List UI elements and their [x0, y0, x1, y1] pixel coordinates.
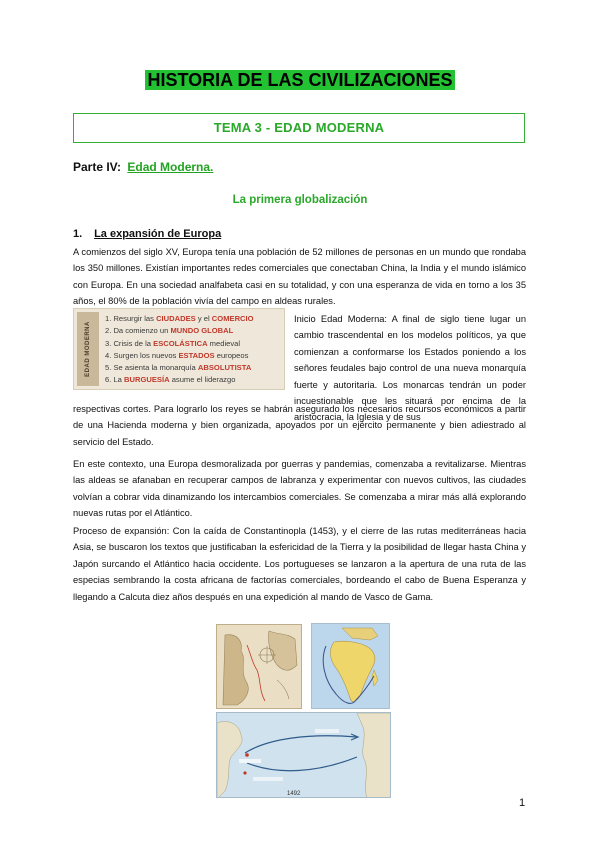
infographic-item-text: ESCOLÁSTICA [153, 338, 208, 348]
paragraph-cortes: respectivas cortes. Para lograrlo los reyes se habrán asegurado los necesarios recursos económicos a partir de una Hacienda moderna y bien organizada, apoyados por un ejército permanente y bien adiestrado al servicio del Estado. [73, 404, 526, 447]
infographic-item-text: y el [195, 314, 212, 323]
infographic-item-text: 5. Se asienta la monarquía [105, 363, 198, 373]
infographic-item-text: MUNDO GLOBAL [170, 326, 234, 336]
infographic-item [105, 338, 254, 350]
infographic-item-text: asume el liderazgo [169, 375, 236, 385]
section-number: 1. [73, 228, 83, 240]
paragraph-proceso-expansion: Proceso de expansión: Con la caída de Constantinopla (1453), y el cierre de las rutas mediterráneas hacia Asia, se buscaron los textos que justificaban la esfericidad de la Tierra y la posibilidad de llegar hasta China y Japón surcando el Atlántico hacia occidente. Los portugueses se lanzaron a la apertura de una ruta de las especias sembrando la costa africana de factorías comerciales, bordeando el cabo de Buena Esperanza y llegando a Calcuta diez años después en una expedición al mando de Vasco de Gama. [73, 526, 526, 602]
africa-map-drawing [312, 624, 390, 709]
infographic-item-text: ESTADOS [178, 350, 215, 360]
infographic-item [105, 350, 254, 362]
infographic-item-text: medieval [207, 338, 241, 348]
parte-link[interactable]: Edad Moderna. [127, 160, 214, 174]
infographic-item-text: europeos [214, 350, 249, 360]
africa-route-map-image [311, 623, 390, 709]
parte-label: Parte IV: [73, 160, 122, 174]
infographic-item [105, 362, 254, 374]
infographic-list [105, 313, 254, 387]
section-title: La expansión de Europa [94, 228, 222, 240]
edad-moderna-infographic [73, 308, 285, 390]
infographic-item-text: CIUDADES [156, 314, 196, 323]
paragraph-intro: A comienzos del siglo XV, Europa tenía una población de 52 millones de personas en un mundo que rondaba los 350 millones. Existían importantes redes comerciales que conectaban China, la India y el mundo islámico con Europa. En una sociedad analfabeta casi en su totalidad, y con una esperanza de vida en torno a los 35 años, el 80% de la población vivía del campo en aldeas rurales. [73, 247, 526, 307]
infographic-item-text: ABSOLUTISTA [197, 363, 252, 373]
parte-heading [73, 160, 213, 174]
section-subtitle: La primera globalización [232, 194, 368, 206]
infographic-item-text: 6. La [105, 375, 124, 385]
document-title: HISTORIA DE LAS CIVILIZACIONES [147, 70, 453, 90]
infographic-item [105, 313, 254, 325]
old-map-image [216, 624, 302, 709]
atlantic-map-drawing [217, 713, 391, 798]
infographic-item [105, 325, 254, 337]
paragraph-contexto: En este contexto, una Europa desmoralizada por guerras y pandemias, comenzaba a revitalizarse. Mientras las aldeas se afanaban en recuperar campos de labranza y experimentar con nuevos cultivos, las ciudades volvían a cobrar vida dinamizando los intercambios comerciales. Se comenzaba a mirar más allá explorando nuevas rutas por el Atlántico. [73, 459, 526, 519]
paragraph-inicio-edad-moderna: Inicio Edad Moderna: A final de siglo tiene lugar un cambio trascendental en los modelos políticos, ya que comienzan a conformarse los Estados poniendo a los señores feudales bajo control de una nueva monarquía fuerte y autoritaria. Los monarcas tendrán un poder incuestionable que les situará por encima de la aristocracia, la Iglesia y de sus [294, 314, 526, 423]
atlantic-voyage-map-image [216, 712, 391, 798]
infographic-item-text: 3. Crisis de la [105, 338, 154, 348]
infographic-item-text: 2. Da comienzo un [105, 326, 171, 336]
tema-heading-box: TEMA 3 - EDAD MODERNA [73, 113, 525, 143]
infographic-item [105, 374, 254, 386]
page-number: 1 [519, 797, 526, 809]
infographic-item-text: BURGUESÍA [124, 375, 170, 385]
map-year-label: 1492 [287, 791, 301, 797]
infographic-side-label: EDAD MODERNA [77, 312, 99, 386]
section-heading [73, 228, 221, 240]
infographic-item-text: 4. Surgen los nuevos [105, 350, 179, 360]
infographic-item-text: COMERCIO [211, 314, 254, 323]
infographic-item-text: 1. Resurgir las [105, 314, 157, 323]
old-map-drawing [217, 625, 302, 709]
